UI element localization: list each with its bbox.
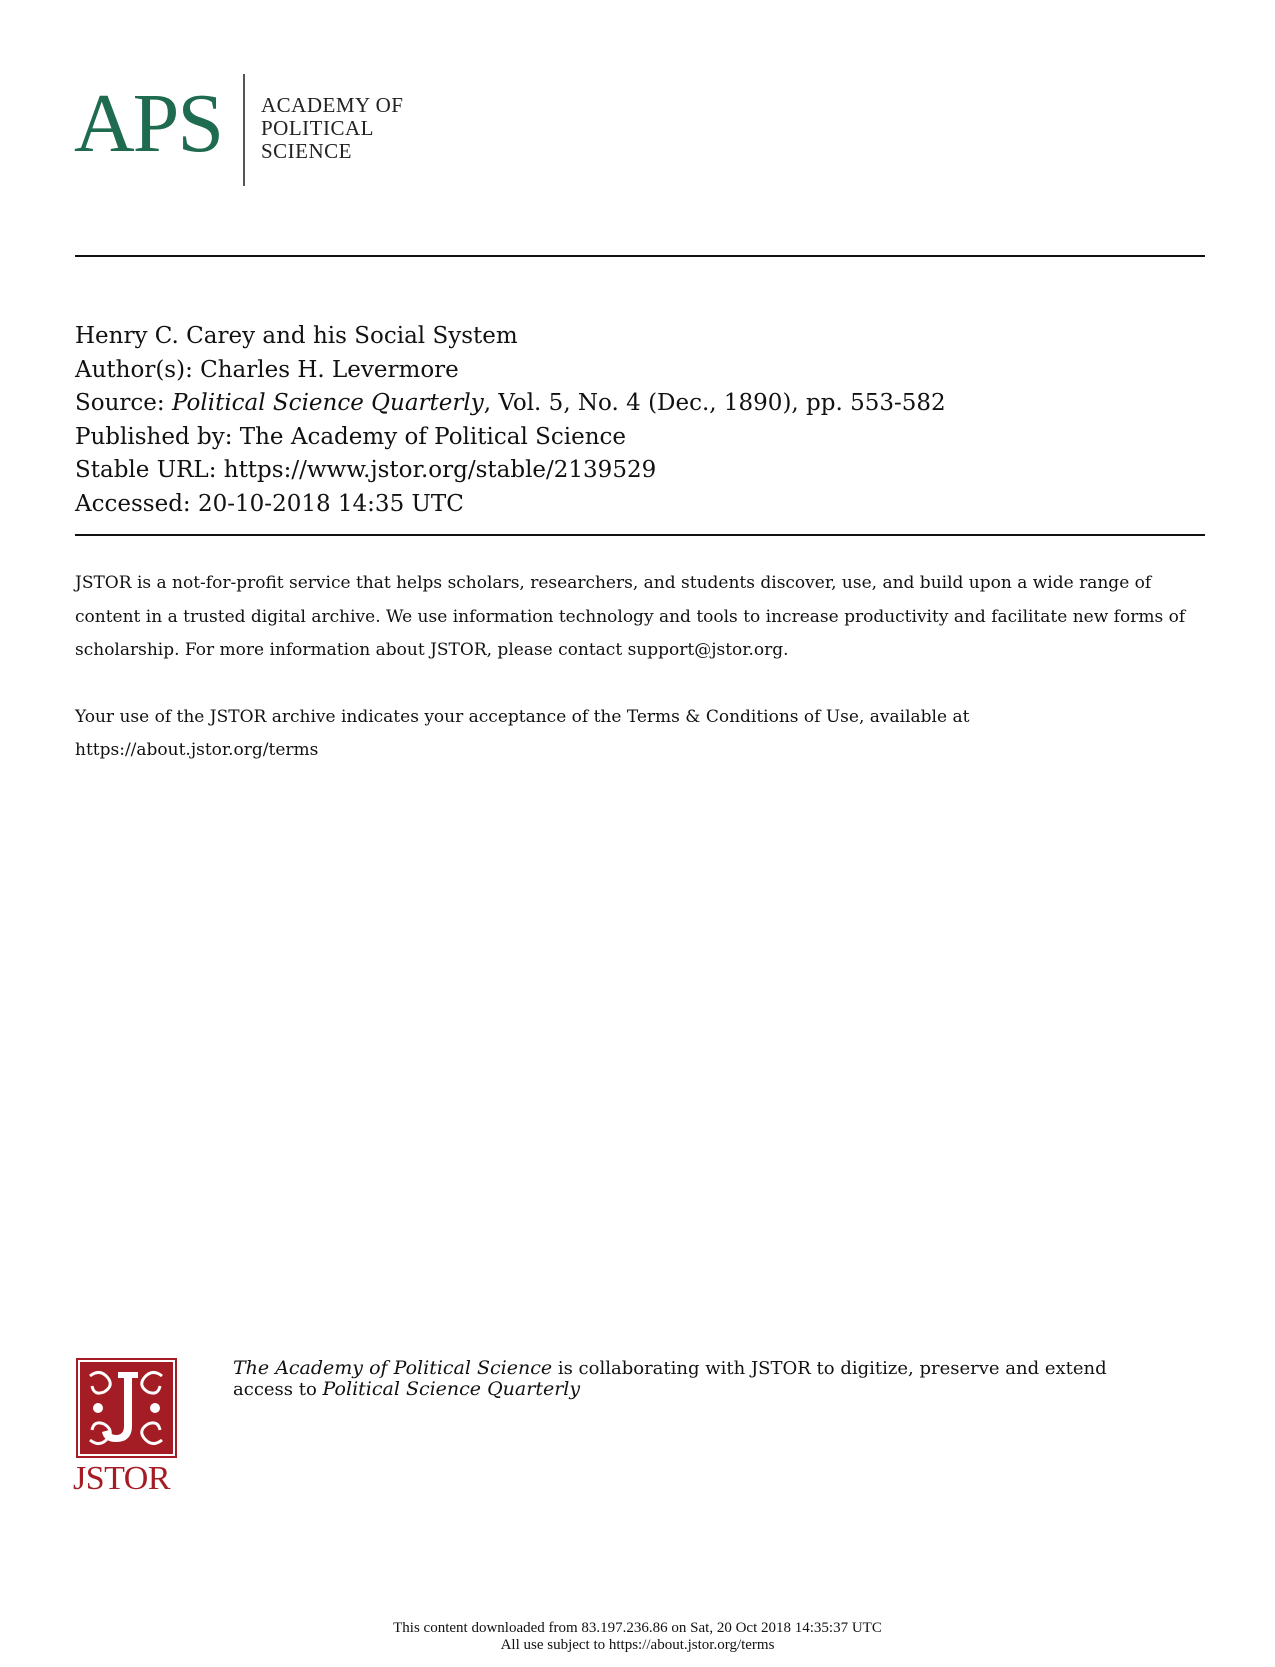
accessed-line [75,488,946,522]
publisher-label: Published by: [75,423,233,450]
stable-url-link[interactable]: https://www.jstor.org/stable/2139529 [223,457,657,483]
footer-line-2: All use subject to https://about.jstor.org/terms [500,1637,775,1653]
article-title: Henry C. Carey and his Social System [75,323,518,349]
jstor-logo-word: JSTOR [73,1460,171,1497]
stable-url-line [75,454,946,488]
article-metadata [75,320,946,521]
jstor-emblem-icon [76,1358,177,1458]
author-name: Charles H. Levermore [200,356,459,383]
notice-paragraph-1: JSTOR is a not-for-profit service that helps scholars, researchers, and students discover, use, and build upon a wide range of content in a trusted digital archive. We use information technology and tools to increase productivity and facilitate new forms of scholarship. For more information about JSTOR, please contact support@jstor.org. [75,573,1186,660]
aps-name-line-3: SCIENCE [261,139,353,163]
footer-line-1: This content downloaded from 83.197.236.86 on Sat, 20 Oct 2018 14:35:37 UTC [393,1620,882,1636]
notice-paragraph-2: Your use of the JSTOR archive indicates your acceptance of the Terms & Conditions of Use, available at https://about.jstor.org/terms [75,706,970,760]
publisher-line [75,421,946,455]
aps-name-line-1: ACADEMY OF [261,93,404,117]
collaboration-statement [233,1358,1133,1400]
collab-journal: Political Science Quarterly [322,1378,581,1400]
aps-logo-name [261,94,403,163]
stable-url-label: Stable URL: [75,457,217,483]
jstor-notice [75,567,1205,768]
source-label: Source: [75,390,165,416]
collab-text: is collaborating with JSTOR to digitize, preserve and extend access to [233,1358,1107,1400]
author-line [75,354,946,388]
logo-divider [243,74,245,186]
accessed-date: 20-10-2018 14:35 UTC [198,490,464,517]
author-label: Author(s): [75,356,193,383]
top-rule [75,255,1205,257]
aps-logo-letters: APS [74,77,223,170]
accessed-label: Accessed: [75,490,191,517]
aps-name-line-2: POLITICAL [261,116,374,140]
download-footer [0,1620,1275,1654]
publisher-name: The Academy of Political Science [239,423,627,450]
collab-org: The Academy of Political Science [233,1357,553,1379]
middle-rule [75,534,1205,536]
source-details: , Vol. 5, No. 4 (Dec., 1890), pp. 553-582 [483,390,946,416]
source-journal: Political Science Quarterly [171,390,484,416]
source-line [75,387,946,421]
